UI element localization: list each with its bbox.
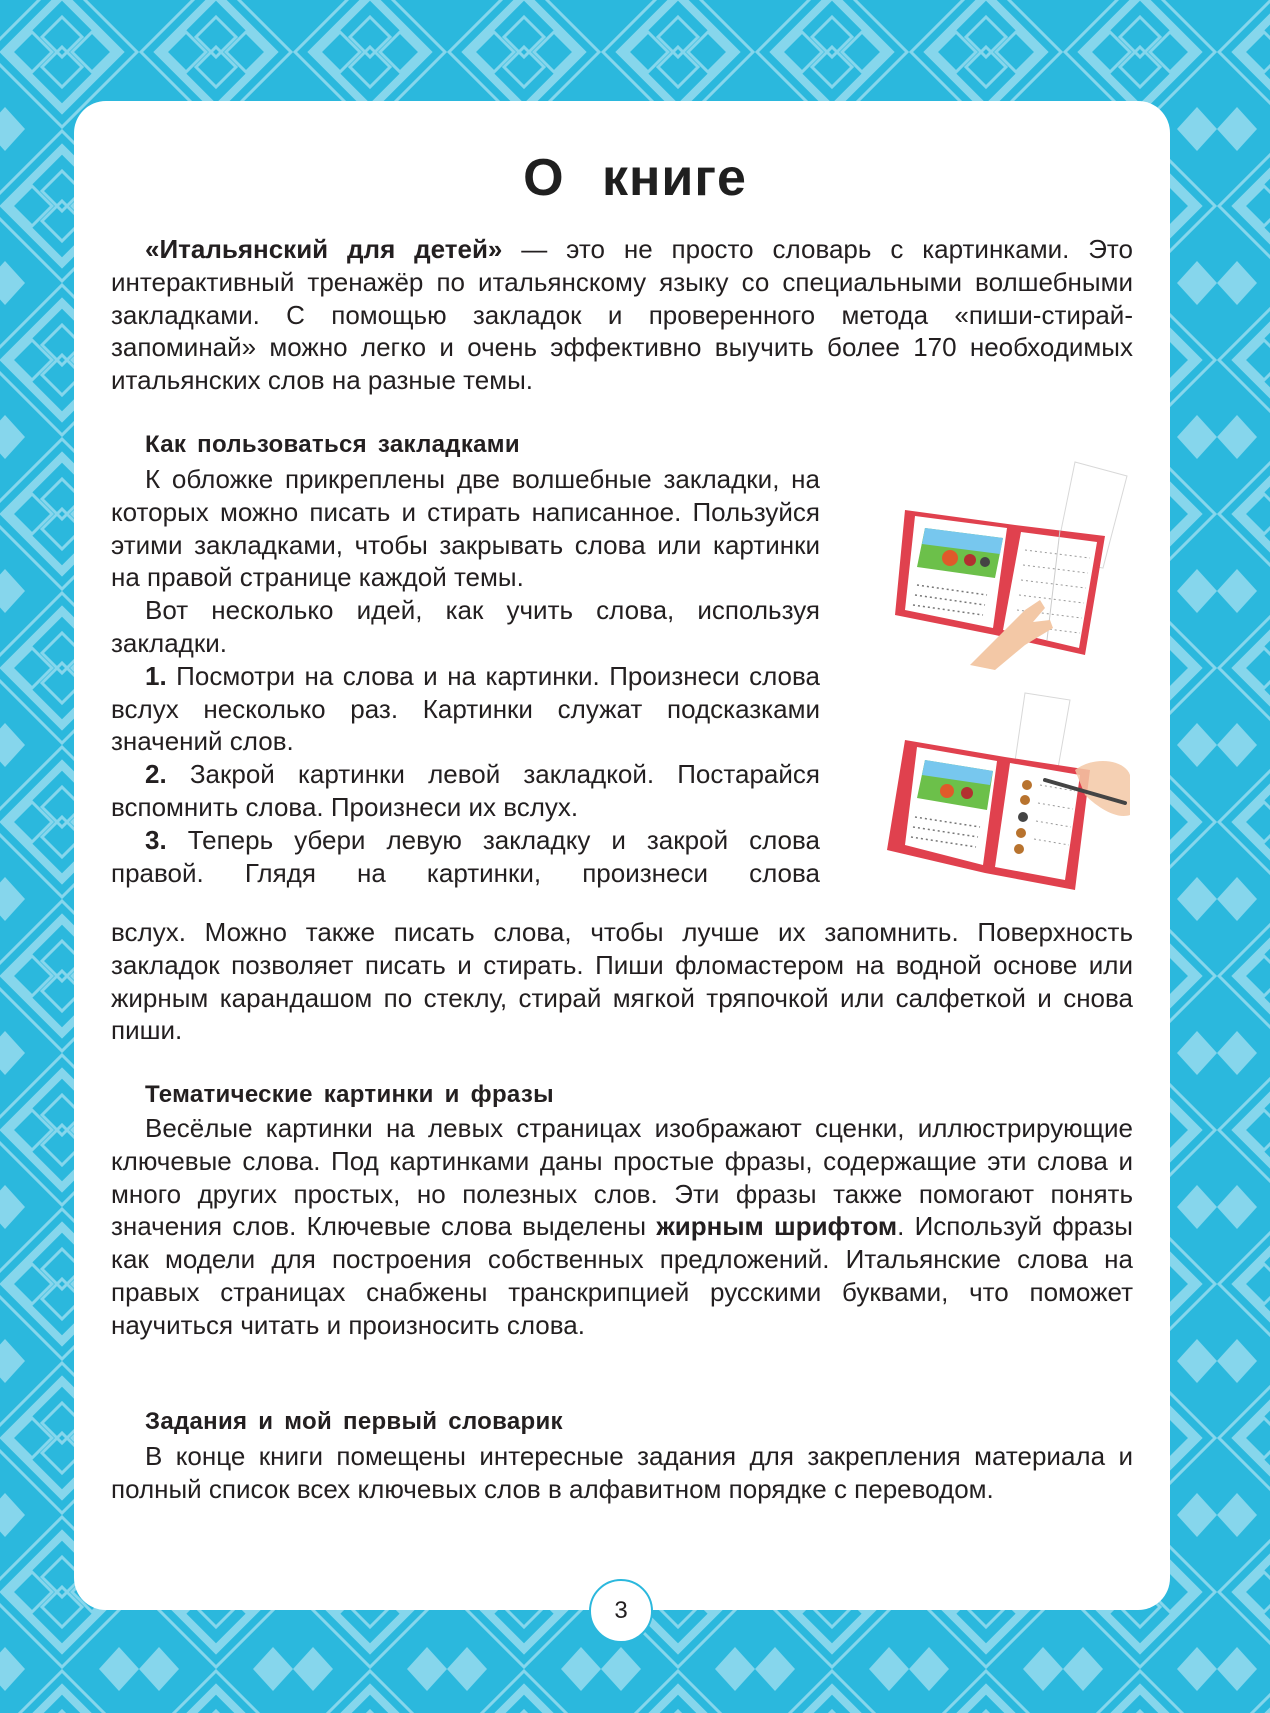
- step-3-continuation: [111, 916, 1133, 1047]
- section-heading-tasks-dictionary: Задания и мой первый словарик: [145, 1408, 563, 1435]
- step-text: Закрой картинки левой закладкой. Постарайся вспомнить слова. Произнеси их вслух.: [111, 759, 820, 822]
- page-number-text: 3: [614, 1597, 628, 1624]
- step-text-continued: вслух. Можно также писать слова, чтобы лучше их запомнить. Поверхность закладок позволяет писать и стирать. Пиши фломастером на водной основе или жирным карандашом по стеклу, стирай мягкой тряпочкой или салфеткой и снова пиши.: [111, 917, 1133, 1046]
- paragraph-text: В конце книги помещены интересные задания для закрепления материала и полный список всех ключевых слов в алфавитном порядке с переводом.: [111, 1441, 1133, 1504]
- book-with-hand-illustration: [875, 450, 1130, 670]
- book-with-pen-illustration: [875, 685, 1135, 910]
- pictures-phrases-body: [111, 1112, 1133, 1342]
- bold-phrase: жирным шрифтом: [656, 1211, 898, 1242]
- step-number: 3.: [145, 824, 167, 855]
- tasks-dictionary-body: [111, 1440, 1133, 1506]
- step-text: Посмотри на слова и на картинки. Произнеси слова вслух несколько раз. Картинки служат подсказками значений слов.: [111, 660, 820, 757]
- page-title: О книге: [523, 149, 747, 207]
- section-heading-pictures-phrases: Тематические картинки и фразы: [145, 1081, 554, 1108]
- step-2: [111, 758, 820, 824]
- paragraph-text: Весёлые картинки на левых страницах изображают сценки, иллюстрирующие ключевые слова. Под картинками даны простые фразы, содержащие эти слова и много других простых, но полезных слов. Эти фразы также помогают понять значения слов. Ключевые слова выделены: [111, 1113, 1133, 1242]
- bookmarks-paragraph-1: К обложке прикреплены две волшебные закладки, на которых можно писать и стирать написанное. Пользуйся этими закладками, чтобы закрывать слова или картинки на правой странице каждой темы.: [111, 464, 820, 593]
- step-number: 2.: [145, 759, 167, 790]
- paragraph-text: . Используй фразы как модели для построения собственных предложений. Итальянские слова на правых страницах снабжены транскрипцией русскими буквами, что поможет научиться читать и произносить слова.: [111, 1211, 1133, 1340]
- step-number: 1.: [145, 660, 167, 691]
- bookmarks-paragraph-2: Вот несколько идей, как учить слова, используя закладки.: [111, 595, 820, 658]
- step-1: [111, 660, 820, 758]
- page-number: [589, 1579, 653, 1643]
- intro-paragraph: [111, 233, 1133, 397]
- book-title-bold: «Итальянский для детей»: [145, 234, 503, 264]
- bookmarks-section-body: [111, 463, 820, 889]
- step-text: Теперь убери левую закладку и закрой слова правой. Глядя на картинки, произнеси слова: [111, 824, 820, 888]
- intro-text: — это не просто словарь с картинками. Это интерактивный тренажёр по итальянскому языку со специальными волшебными закладками. С помощью закладок и проверенного метода «пиши-стирай-запоминай» можно легко и очень эффективно выучить более 170 необходимых итальянских слов на разные темы.: [111, 234, 1133, 396]
- section-heading-bookmarks: Как пользоваться закладками: [145, 431, 520, 458]
- step-3: [111, 824, 820, 890]
